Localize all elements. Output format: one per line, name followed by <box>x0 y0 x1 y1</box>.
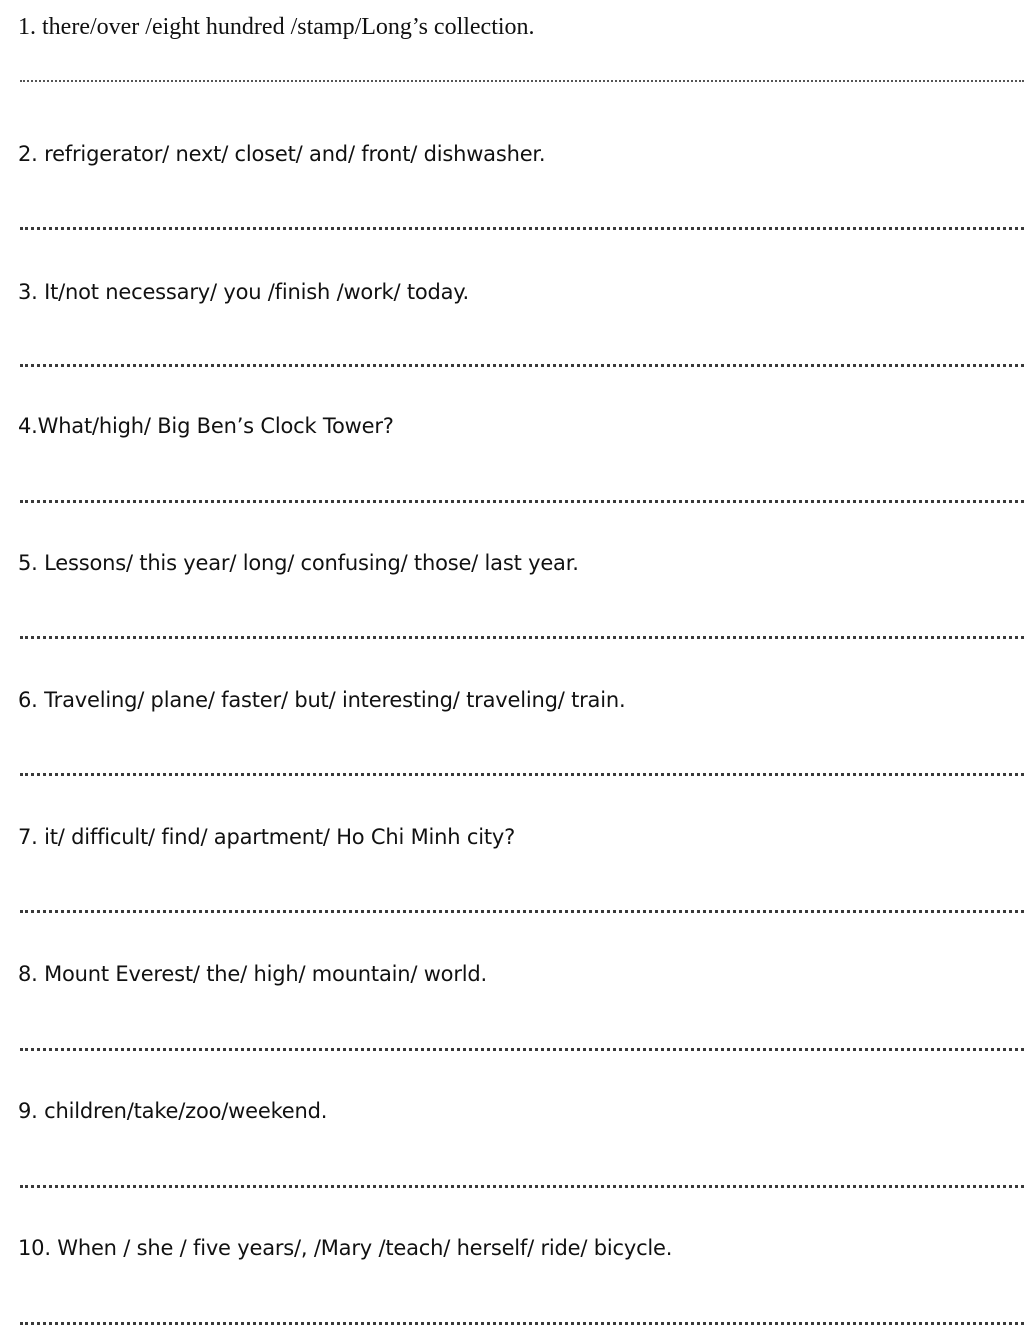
exercise-3-prompt: 3. It/not necessary/ you /finish /work/ today. <box>18 280 470 304</box>
exercise-6-answer-line[interactable] <box>20 773 1024 776</box>
exercise-9-answer-line[interactable] <box>20 1185 1024 1188</box>
exercise-7-answer-line[interactable] <box>20 910 1024 913</box>
exercise-8-answer-line[interactable] <box>20 1048 1024 1051</box>
exercise-4-prompt: 4.What/high/ Big Ben’s Clock Tower? <box>18 414 394 438</box>
exercise-5-prompt: 5. Lessons/ this year/ long/ confusing/ those/ last year. <box>18 551 579 575</box>
exercise-8-prompt: 8. Mount Everest/ the/ high/ mountain/ world. <box>18 962 488 986</box>
exercise-10-prompt: 10. When / she / five years/, /Mary /teach/ herself/ ride/ bicycle. <box>18 1236 673 1260</box>
exercise-1-prompt: 1. there/over /eight hundred /stamp/Long’s collection. <box>18 14 535 40</box>
exercise-2-prompt: 2. refrigerator/ next/ closet/ and/ front/ dishwasher. <box>18 142 546 166</box>
exercise-3-answer-line[interactable] <box>20 364 1024 367</box>
exercise-10-answer-line[interactable] <box>20 1322 1024 1325</box>
exercise-1-answer-line[interactable] <box>20 80 1024 82</box>
exercise-2-answer-line[interactable] <box>20 227 1024 230</box>
exercise-5-answer-line[interactable] <box>20 636 1024 639</box>
exercise-9-prompt: 9. children/take/zoo/weekend. <box>18 1099 328 1123</box>
exercise-4-answer-line[interactable] <box>20 500 1024 503</box>
exercise-6-prompt: 6. Traveling/ plane/ faster/ but/ interesting/ traveling/ train. <box>18 688 626 712</box>
exercise-7-prompt: 7. it/ difficult/ find/ apartment/ Ho Chi Minh city? <box>18 825 516 849</box>
